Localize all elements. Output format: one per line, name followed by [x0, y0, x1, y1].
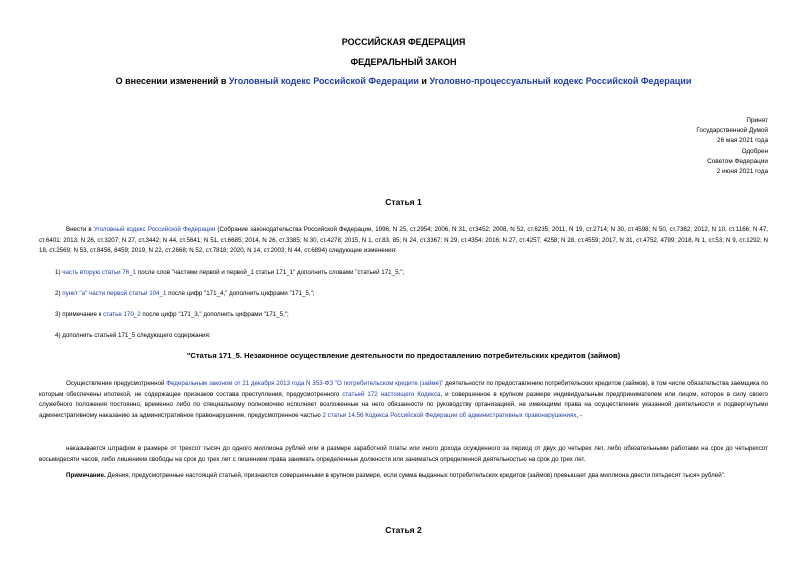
- new-article-paragraph-1: [39, 379, 768, 421]
- criminal-procedure-code-link[interactable]: Уголовно-процессуальный кодекс Российской Федерации: [429, 76, 692, 86]
- item-prefix: 1): [55, 269, 63, 276]
- item-rest: после слов "частями первой и первой_1 статьи 171_1" дополнить словами "статьей 171_5,";: [136, 269, 405, 276]
- item-prefix: 3) примечание к: [55, 311, 104, 318]
- article-172-link[interactable]: статьей 172 настоящего Кодекса: [342, 390, 441, 398]
- item-rest: после цифр "171_3," дополнить цифрами "171_5,";: [140, 311, 289, 318]
- title-prefix: О внесении изменений в: [115, 76, 229, 86]
- intro-rest: (Собрание законодательства Российской Федерации, 1996, N 25, ст.2954; 2006, N 31, ст3452; 2008, N 52, ст.6235; 2011, N 19, ст.2714; N 30, ст.4598; N 50, ст.7362; 2012, N 10, ст.1166; N 47, ст.6401; 2013, N 26, ст.3207; N 27, ст.3442; N 44, ст.5641; N 51, ст.6685; 2014, N 26, ст.3385; N 30, ст.4278; 2015, N 1, ст.83, 85; N 24, ст.3367; N 29, ст.4354; 2016; N 27, ст.4257, 4258; N 28, ст.4559; 2017, N 31, ст.4752, 4799; 2018, N 1, ст.53; N 9, ст.1292; N 18, ст.2569; N 53, ст.8456, 8459; 2019, N 22, ст.2668; N 52, ст.7818; 2020, N 14, ст.2003; N 44, ст.6894) следующие изменения:: [39, 226, 768, 254]
- law-type-heading: ФЕДЕРАЛЬНЫЙ ЗАКОН: [350, 57, 457, 67]
- item2-link[interactable]: пункт "а" части первой статьи 104_1: [62, 290, 167, 297]
- adoption-line: Одобрен: [741, 147, 768, 155]
- consumer-credit-law-link[interactable]: Федеральным законом от 21 декабря 2013 года N 353-ФЗ "О потребительском кредите (займе)": [166, 380, 444, 387]
- item-4: 4) дополнить статьей 171_5 следующего содержания:: [55, 332, 211, 339]
- adoption-block: [696, 116, 768, 177]
- note-label: Примечание.: [66, 472, 106, 479]
- article1-heading: Статья 1: [385, 197, 422, 207]
- article1-intro: [39, 225, 768, 257]
- new-article-title: "Статья 171_5. Незаконное осуществление деятельности по предоставлению потребительских кредитов (займов): [186, 351, 621, 360]
- title-mid: и: [418, 76, 430, 86]
- koap-link[interactable]: 2 статьи 14.56 Кодекса Российской Федерации об административных правонарушениях: [322, 411, 577, 419]
- para1-text: , и совершенное в крупном размере индивидуальным предпринимателем или лицом, которое в силу своего служебного положения постоянно, временно либо по специальному полномочию исполняет возложенные на него обязанности по руководству организацией, не имеющими права на осуществление указанной деятельности и подвергнутыми административному наказанию за административное правонарушение, предусмотренное частью: [39, 390, 768, 419]
- country-heading: РОССИЙСКАЯ ФЕДЕРАЦИЯ: [341, 37, 466, 47]
- item-rest: после цифр "171_4," дополнить цифрами "171_5,";: [166, 290, 315, 297]
- para1-text: , -: [576, 411, 582, 419]
- criminal-code-link[interactable]: Уголовный кодекс Российской Федерации: [228, 76, 419, 86]
- law-title: [0, 76, 807, 86]
- adoption-line: 2 июня 2021 года: [716, 168, 768, 176]
- new-article-paragraph-2: наказывается штрафом в размере от трехсот тысяч до одного миллиона рублей или в размере заработной платы или иного дохода осужденного за период от двух до четырех лет, либо обязательными работами на срок до четырехсот восьмидесяти часов, либо лишением свободы на срок до трех лет с лишением права занимать определенные должности или заниматься определенной деятельностью на срок до трех лет.: [39, 445, 768, 463]
- item-prefix: 2): [55, 290, 63, 297]
- para1-text: деятельности по предоставлению потребительских кредитов (займов), в том числе обязательства заемщика по которым обеспечены ипотекой, не содержащее признаков состава преступления, предусмотренного: [39, 380, 769, 398]
- article2-heading: Статья 2: [385, 525, 422, 535]
- item3-link[interactable]: статье 170_2: [103, 311, 141, 318]
- note-text: Деяния, предусмотренные настоящей статьей, признаются совершенными в крупном размере, если сумма выданных потребительских кредитов (займов) превышает два миллиона двести пятьдесят тысяч рублей".: [105, 472, 726, 479]
- item-1: [55, 268, 775, 279]
- criminal-code-link-2[interactable]: Уголовный кодекс Российской Федерации: [93, 226, 216, 233]
- item-2: [55, 289, 775, 300]
- item-3: [55, 310, 775, 321]
- item1-link[interactable]: часть вторую статьи 76_1: [62, 269, 137, 276]
- adoption-line: Принят: [746, 117, 768, 124]
- new-article-note: [39, 471, 768, 482]
- adoption-line: Государственной Думой: [696, 127, 768, 135]
- adoption-line: Советом Федерации: [707, 157, 768, 165]
- para1-text: Осуществление предусмотренной: [66, 380, 167, 387]
- intro-prefix: Внести в: [66, 226, 94, 233]
- adoption-line: 26 мая 2021 года: [717, 137, 768, 145]
